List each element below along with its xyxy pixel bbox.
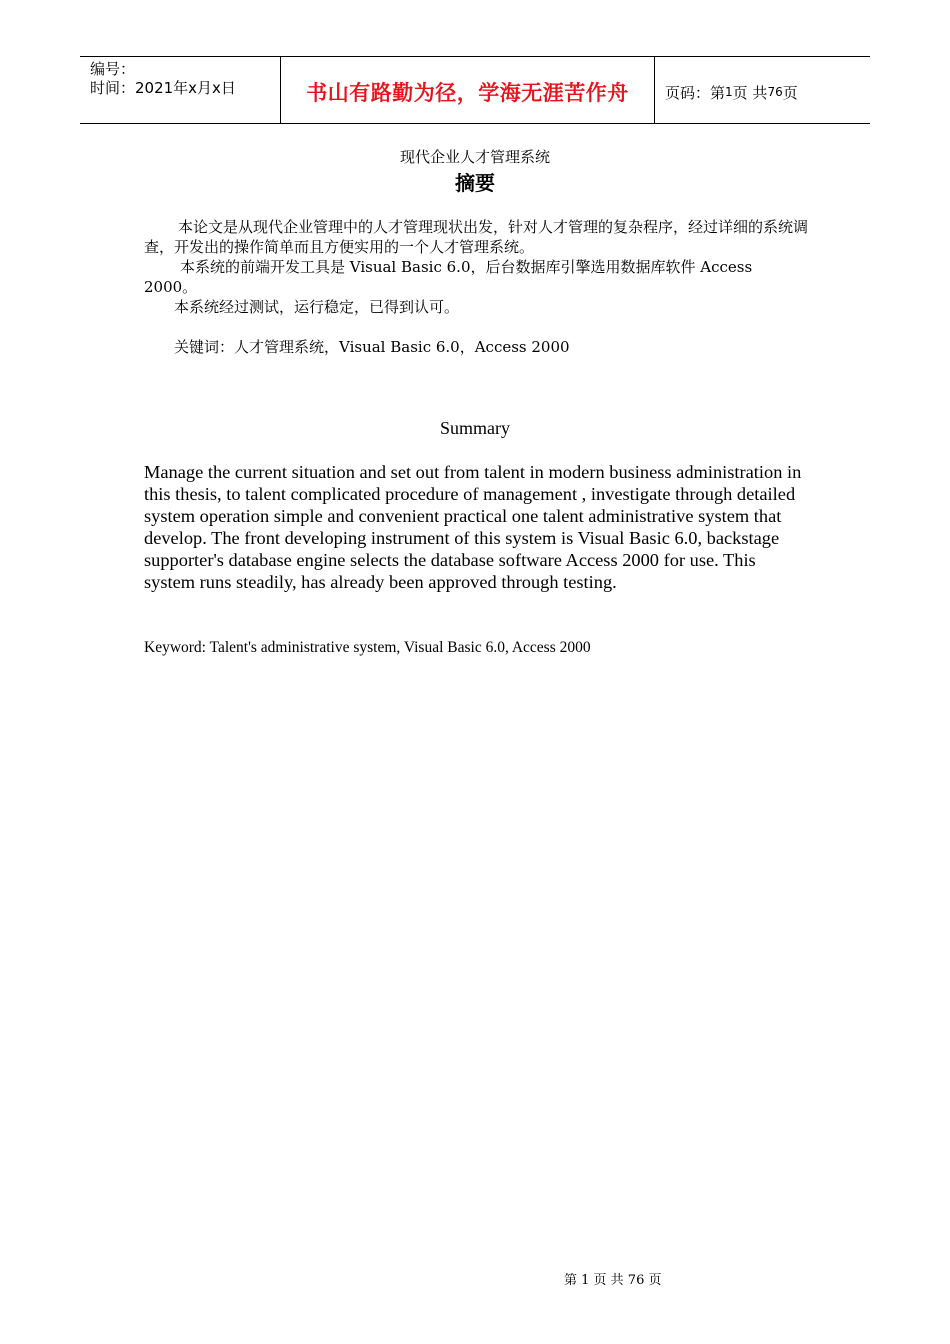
english-abstract: Manage the current situation and set out from talent in modern business administration in this thesis, to talent complicated procedure of management , investigate through detailed system operation simple and convenient practical one talent administrative system that develop. The front developing instrument of this system is Visual Basic 6.0, backstage supporter's database engine selects the database software Access 2000 for use. This system runs steadily, has already been approved through testing. — [144, 462, 802, 592]
page-total: 76 — [767, 85, 783, 99]
motto-text: 书山有路勤为径，学海无涯苦作舟 — [306, 81, 629, 105]
cn-paragraph-testing: 本系统经过测试，运行稳定，已得到认可。 — [174, 298, 460, 316]
page-current: 1 — [725, 85, 733, 99]
page-mid: 页 共 — [732, 83, 768, 102]
header-motto-cell — [281, 57, 655, 123]
summary-heading: Summary — [440, 418, 510, 438]
time-label: 时间：2021年x月x日 — [90, 79, 236, 97]
page-prefix: 页码：第 — [665, 83, 726, 102]
cn-keywords: 关键词：人才管理系统，Visual Basic 6.0，Access 2000 — [174, 338, 570, 356]
abstract-heading: 摘要 — [455, 171, 495, 195]
page-footer: 第 1 页 共 76 页 — [564, 1273, 662, 1288]
document-header — [80, 56, 870, 124]
number-label: 编号： — [90, 60, 136, 78]
page-suffix: 页 — [782, 83, 798, 102]
cn-paragraph-tools: 本系统的前端开发工具是 Visual Basic 6.0，后台数据库引擎选用数据库软件 Access 2000。 — [144, 258, 753, 296]
header-page-cell — [655, 57, 870, 123]
document-title: 现代企业人才管理系统 — [399, 148, 550, 166]
cn-paragraph-intro: 本论文是从现代企业管理中的人才管理现状出发，针对人才管理的复杂程序，经过详细的系统调查，开发出的操作简单而且方便实用的一个人才管理系统。 — [144, 218, 809, 256]
english-keywords: Keyword: Talent's administrative system, Visual Basic 6.0, Access 2000 — [144, 639, 591, 656]
header-meta-cell — [80, 57, 281, 123]
